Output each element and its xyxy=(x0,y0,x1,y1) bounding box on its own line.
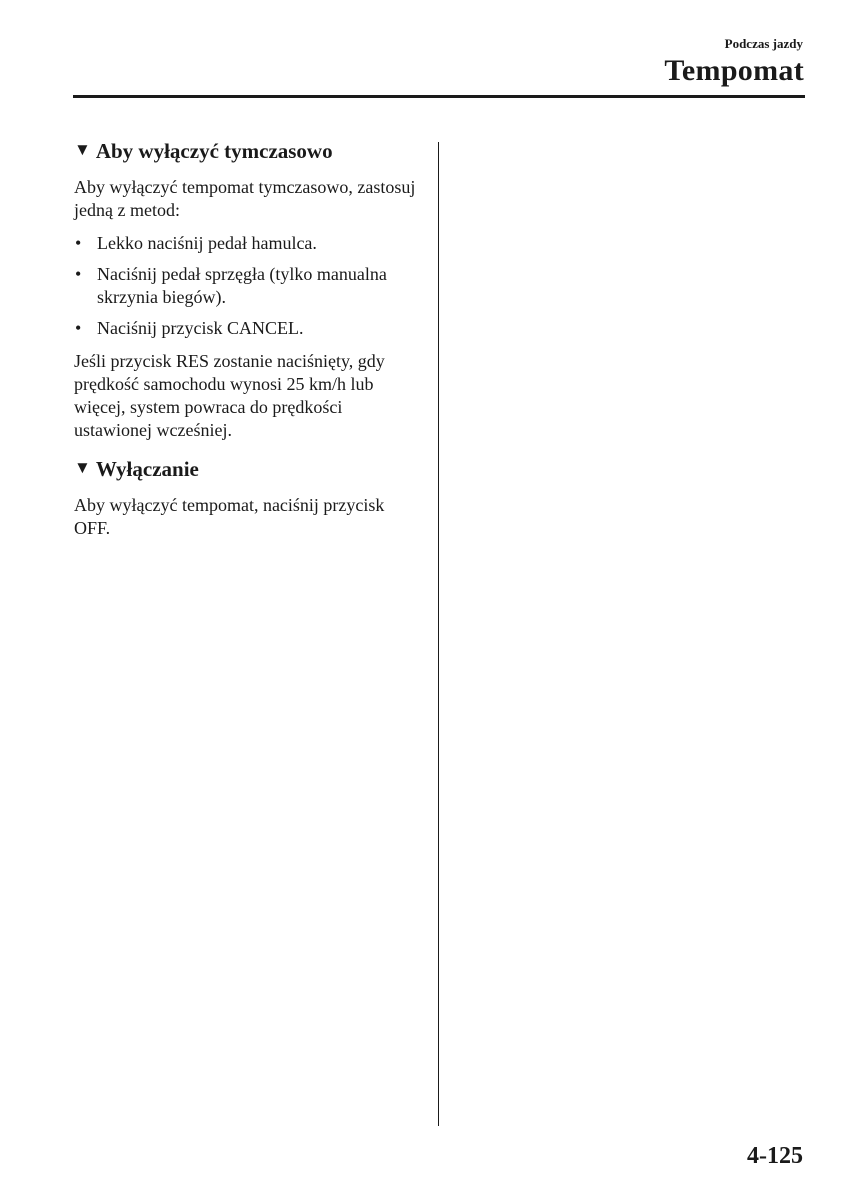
list-item-text: Naciśnij przycisk CANCEL. xyxy=(97,318,304,338)
list-item xyxy=(74,263,419,309)
heading-text: Aby wyłączyć tymczasowo xyxy=(95,139,333,163)
bullet-icon: • xyxy=(75,318,82,338)
left-column xyxy=(74,138,419,550)
note-paragraph: Jeśli przycisk RES zostanie naciśnięty, gdy prędkość samochodu wynosi 25 km/h lub więcej, system powraca do prędkości ustawionej wcześniej. xyxy=(74,351,385,440)
intro-paragraph: Aby wyłączyć tempomat tymczasowo, zastosuj jedną z metod: xyxy=(74,177,416,220)
section-heading-temporary-off xyxy=(74,138,419,164)
bullet-icon: • xyxy=(75,233,82,253)
list-item-text: Naciśnij pedał sprzęgła (tylko manualna skrzynia biegów). xyxy=(97,264,387,307)
list-item-text: Lekko naciśnij pedał hamulca. xyxy=(97,233,317,253)
list-item xyxy=(74,317,419,340)
triangle-down-icon: ▼ xyxy=(74,458,91,477)
method-list xyxy=(74,232,419,340)
section-heading-switch-off xyxy=(74,456,419,482)
body-paragraph: Aby wyłączyć tempomat, naciśnij przycisk OFF. xyxy=(74,495,385,538)
heading-text: Wyłączanie xyxy=(95,457,199,481)
bullet-icon: • xyxy=(75,264,82,284)
page-number: 4-125 xyxy=(747,1143,803,1169)
page-title: Tempomat xyxy=(664,54,804,87)
column-divider xyxy=(438,142,439,1126)
header-section-name: Podczas jazdy xyxy=(724,36,803,51)
header-rule xyxy=(73,95,805,98)
list-item xyxy=(74,232,419,255)
triangle-down-icon: ▼ xyxy=(74,140,91,159)
